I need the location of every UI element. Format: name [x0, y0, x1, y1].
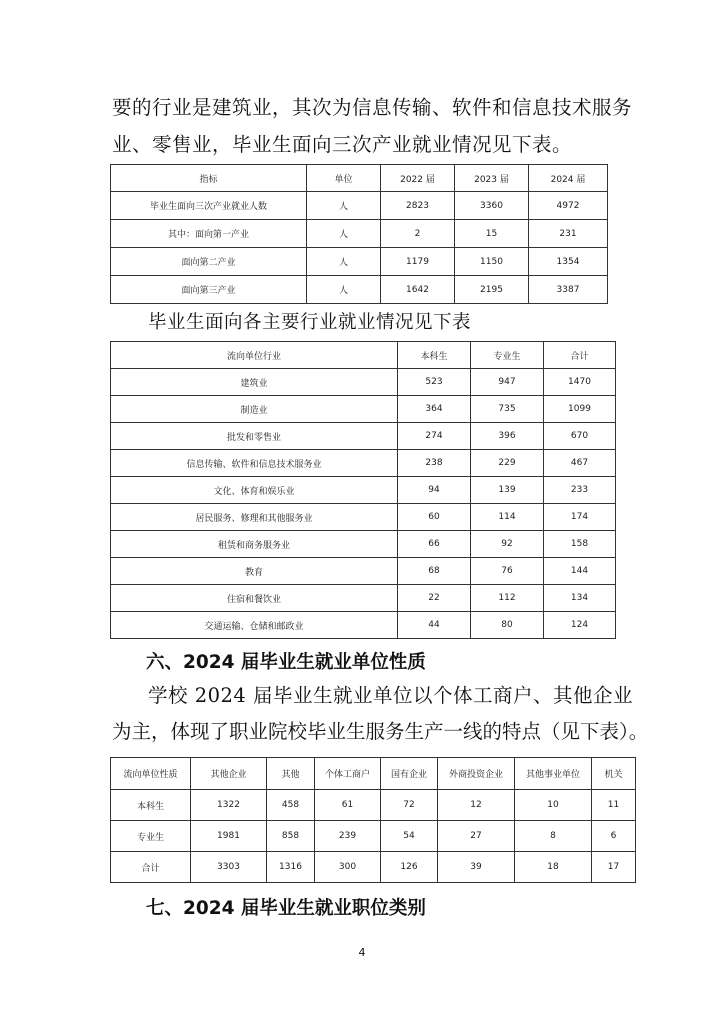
table-cell: 人 [307, 248, 381, 276]
table-cell: 61 [315, 790, 381, 821]
table-employer-types [110, 757, 636, 883]
table-cell: 交通运输、仓储和邮政业 [111, 612, 398, 639]
intro-line-1: 要的行业是建筑业，其次为信息传输、软件和信息技术服务 [112, 96, 633, 119]
table-cell: 6 [592, 821, 636, 852]
table-cell: 44 [398, 612, 471, 639]
table-cell: 制造业 [111, 396, 398, 423]
table-cell: 158 [544, 531, 616, 558]
table-cell: 批发和零售业 [111, 423, 398, 450]
table-header-row [111, 165, 608, 192]
table-cell: 信息传输、软件和信息技术服务业 [111, 450, 398, 477]
section-6-line-2: 为主，体现了职业院校毕业生服务生产一线的特点（见下表）。 [112, 720, 649, 743]
table-row [111, 423, 616, 450]
table-cell: 139 [471, 477, 544, 504]
table-cell: 8 [515, 821, 592, 852]
header-cell: 专业生 [471, 342, 544, 369]
header-cell: 流向单位行业 [111, 342, 398, 369]
header-cell: 2024 届 [529, 165, 608, 192]
table-cell: 其中：面向第一产业 [111, 220, 307, 248]
table-cell: 3303 [191, 852, 267, 883]
table-cell: 11 [592, 790, 636, 821]
table-cell: 人 [307, 276, 381, 304]
table-cell: 本科生 [111, 790, 191, 821]
header-cell: 指标 [111, 165, 307, 192]
table-industry-sectors [110, 164, 608, 304]
table-header-row [111, 758, 636, 790]
table-cell: 947 [471, 369, 544, 396]
table-cell: 54 [381, 821, 438, 852]
table-cell: 1099 [544, 396, 616, 423]
table-cell: 134 [544, 585, 616, 612]
table-cell: 124 [544, 612, 616, 639]
table-cell: 467 [544, 450, 616, 477]
table-cell: 15 [455, 220, 529, 248]
table-cell: 144 [544, 558, 616, 585]
table-cell: 92 [471, 531, 544, 558]
table-row [111, 531, 616, 558]
table-row [111, 450, 616, 477]
table-cell: 2 [381, 220, 455, 248]
table-cell: 1150 [455, 248, 529, 276]
table-row [111, 585, 616, 612]
table-cell: 76 [471, 558, 544, 585]
table-cell: 126 [381, 852, 438, 883]
table-cell: 112 [471, 585, 544, 612]
table-cell: 合计 [111, 852, 191, 883]
table-cell: 274 [398, 423, 471, 450]
table-row [111, 220, 608, 248]
header-cell: 流向单位性质 [111, 758, 191, 790]
table-row [111, 558, 616, 585]
table-row [111, 790, 636, 821]
table-cell: 居民服务、修理和其他服务业 [111, 504, 398, 531]
header-cell: 其他 [267, 758, 315, 790]
table-cell: 238 [398, 450, 471, 477]
table-cell: 858 [267, 821, 315, 852]
table-cell: 239 [315, 821, 381, 852]
table-cell: 233 [544, 477, 616, 504]
page-number: 4 [358, 946, 366, 959]
table-cell: 教育 [111, 558, 398, 585]
table-cell: 174 [544, 504, 616, 531]
table-cell: 建筑业 [111, 369, 398, 396]
section-7-heading: 七、2024 届毕业生就业职位类别 [146, 898, 426, 919]
table-cell: 2823 [381, 192, 455, 220]
table-header-row [111, 342, 616, 369]
header-cell: 本科生 [398, 342, 471, 369]
table-cell: 1322 [191, 790, 267, 821]
table-cell: 1642 [381, 276, 455, 304]
table-cell: 523 [398, 369, 471, 396]
table-cell: 面向第三产业 [111, 276, 307, 304]
header-cell: 2023 届 [455, 165, 529, 192]
intro-line-2: 业、零售业，毕业生面向三次产业就业情况见下表。 [112, 133, 573, 156]
table-cell: 1470 [544, 369, 616, 396]
table-cell: 住宿和餐饮业 [111, 585, 398, 612]
table-cell: 租赁和商务服务业 [111, 531, 398, 558]
table-row [111, 504, 616, 531]
header-cell: 外商投资企业 [438, 758, 515, 790]
table-row [111, 248, 608, 276]
table-cell: 300 [315, 852, 381, 883]
table-major-industries [110, 341, 616, 639]
table-cell: 17 [592, 852, 636, 883]
table-cell: 人 [307, 220, 381, 248]
table-cell: 27 [438, 821, 515, 852]
header-cell: 合计 [544, 342, 616, 369]
table-cell: 专业生 [111, 821, 191, 852]
table-cell: 396 [471, 423, 544, 450]
table-cell: 458 [267, 790, 315, 821]
table-cell: 1316 [267, 852, 315, 883]
table-row [111, 276, 608, 304]
table-cell: 人 [307, 192, 381, 220]
table-cell: 1179 [381, 248, 455, 276]
table-cell: 毕业生面向三次产业就业人数 [111, 192, 307, 220]
table-row [111, 396, 616, 423]
table-cell: 60 [398, 504, 471, 531]
table-cell: 2195 [455, 276, 529, 304]
header-cell: 其他企业 [191, 758, 267, 790]
table-row [111, 821, 636, 852]
header-cell: 单位 [307, 165, 381, 192]
header-cell: 个体工商户 [315, 758, 381, 790]
table-cell: 4972 [529, 192, 608, 220]
table-cell: 68 [398, 558, 471, 585]
section-6-heading: 六、2024 届毕业生就业单位性质 [146, 652, 426, 673]
table2-caption: 毕业生面向各主要行业就业情况见下表 [148, 312, 472, 333]
header-cell: 国有企业 [381, 758, 438, 790]
table-cell: 364 [398, 396, 471, 423]
table-cell: 94 [398, 477, 471, 504]
table-cell: 66 [398, 531, 471, 558]
table-row [111, 612, 616, 639]
table-cell: 735 [471, 396, 544, 423]
table-row [111, 852, 636, 883]
table-cell: 1354 [529, 248, 608, 276]
table-cell: 面向第二产业 [111, 248, 307, 276]
header-cell: 机关 [592, 758, 636, 790]
table-cell: 3360 [455, 192, 529, 220]
header-cell: 其他事业单位 [515, 758, 592, 790]
table-cell: 3387 [529, 276, 608, 304]
table-cell: 231 [529, 220, 608, 248]
table-cell: 670 [544, 423, 616, 450]
section-6-line-1: 学校 2024 届毕业生就业单位以个体工商户、其他企业 [148, 684, 634, 707]
table-cell: 18 [515, 852, 592, 883]
table-row [111, 192, 608, 220]
table-row [111, 369, 616, 396]
table-cell: 80 [471, 612, 544, 639]
table-cell: 229 [471, 450, 544, 477]
table-cell: 22 [398, 585, 471, 612]
table-cell: 72 [381, 790, 438, 821]
table-row [111, 477, 616, 504]
table-cell: 114 [471, 504, 544, 531]
table-cell: 文化、体育和娱乐业 [111, 477, 398, 504]
table-cell: 1981 [191, 821, 267, 852]
table-cell: 10 [515, 790, 592, 821]
table-cell: 12 [438, 790, 515, 821]
header-cell: 2022 届 [381, 165, 455, 192]
table-cell: 39 [438, 852, 515, 883]
